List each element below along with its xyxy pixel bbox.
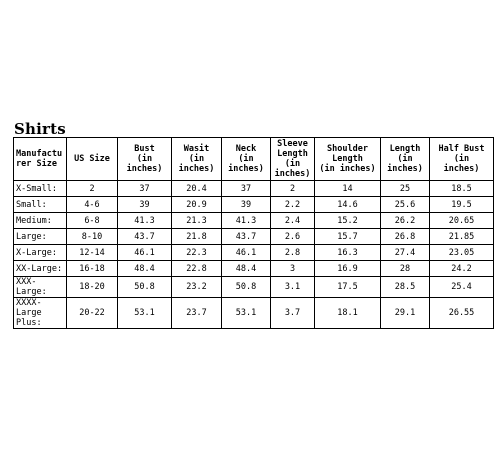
table-cell: 25 — [381, 181, 430, 197]
table-row — [14, 197, 494, 213]
table-cell: 25.6 — [381, 197, 430, 213]
table-cell: 23.2 — [172, 277, 222, 298]
table-cell: XXX-Large: — [14, 277, 67, 298]
table-row — [14, 277, 494, 298]
table-cell: 23.05 — [430, 245, 494, 261]
table-cell: 16.9 — [315, 261, 381, 277]
table-cell: X-Large: — [14, 245, 67, 261]
table-row — [14, 181, 494, 197]
table-cell: 50.8 — [222, 277, 271, 298]
table-cell: 53.1 — [118, 298, 172, 329]
table-row — [14, 245, 494, 261]
table-cell: 2.8 — [271, 245, 315, 261]
table-cell: 8-10 — [67, 229, 118, 245]
table-cell: 15.2 — [315, 213, 381, 229]
table-cell: XXXX-Large Plus: — [14, 298, 67, 329]
header-us-size: US Size — [67, 138, 118, 181]
table-cell: 21.3 — [172, 213, 222, 229]
table-cell: 29.1 — [381, 298, 430, 329]
table-cell: Medium: — [14, 213, 67, 229]
table-cell: 3.1 — [271, 277, 315, 298]
table-cell: 2 — [67, 181, 118, 197]
table-cell: 19.5 — [430, 197, 494, 213]
table-cell: 20.4 — [172, 181, 222, 197]
table-cell: 2.2 — [271, 197, 315, 213]
table-cell: 3.7 — [271, 298, 315, 329]
table-cell: 22.3 — [172, 245, 222, 261]
table-cell: 18-20 — [67, 277, 118, 298]
table-cell: 18.5 — [430, 181, 494, 197]
table-cell: 14.6 — [315, 197, 381, 213]
table-cell: XX-Large: — [14, 261, 67, 277]
table-cell: 26.2 — [381, 213, 430, 229]
table-cell: 53.1 — [222, 298, 271, 329]
table-cell: 20.9 — [172, 197, 222, 213]
table-cell: 18.1 — [315, 298, 381, 329]
table-cell: 20.65 — [430, 213, 494, 229]
table-cell: 6-8 — [67, 213, 118, 229]
table-cell: 37 — [222, 181, 271, 197]
table-cell: 28.5 — [381, 277, 430, 298]
header-bust: Bust (in inches) — [118, 138, 172, 181]
table-cell: 22.8 — [172, 261, 222, 277]
table-cell: 41.3 — [118, 213, 172, 229]
table-cell: 50.8 — [118, 277, 172, 298]
table-cell: 26.55 — [430, 298, 494, 329]
header-waist: Wasit (in inches) — [172, 138, 222, 181]
header-length: Length (in inches) — [381, 138, 430, 181]
table-cell: 41.3 — [222, 213, 271, 229]
table-row — [14, 229, 494, 245]
table-cell: 26.8 — [381, 229, 430, 245]
table-cell: 27.4 — [381, 245, 430, 261]
table-cell: 15.7 — [315, 229, 381, 245]
table-cell: 16-18 — [67, 261, 118, 277]
table-cell: 25.4 — [430, 277, 494, 298]
header-manufacturer-size: Manufactu rer Size — [14, 138, 67, 181]
table-cell: 3 — [271, 261, 315, 277]
size-chart-table — [13, 137, 494, 329]
table-cell: Large: — [14, 229, 67, 245]
table-cell: 20-22 — [67, 298, 118, 329]
table-cell: 16.3 — [315, 245, 381, 261]
table-cell: 4-6 — [67, 197, 118, 213]
table-cell: 21.85 — [430, 229, 494, 245]
header-neck: Neck (in inches) — [222, 138, 271, 181]
table-title: Shirts — [14, 120, 66, 138]
table-cell: 37 — [118, 181, 172, 197]
header-half-bust: Half Bust (in inches) — [430, 138, 494, 181]
table-cell: 2.6 — [271, 229, 315, 245]
table-cell: Small: — [14, 197, 67, 213]
table-cell: 24.2 — [430, 261, 494, 277]
table-row — [14, 213, 494, 229]
header-shoulder-length: Shoulder Length (in inches) — [315, 138, 381, 181]
table-row — [14, 261, 494, 277]
table-cell: 39 — [118, 197, 172, 213]
table-cell: 17.5 — [315, 277, 381, 298]
table-cell: 48.4 — [222, 261, 271, 277]
table-cell: 43.7 — [222, 229, 271, 245]
table-cell: 2.4 — [271, 213, 315, 229]
table-cell: 46.1 — [118, 245, 172, 261]
table-cell: X-Small: — [14, 181, 67, 197]
header-row — [14, 138, 494, 181]
table-cell: 48.4 — [118, 261, 172, 277]
table-cell: 2 — [271, 181, 315, 197]
table-cell: 23.7 — [172, 298, 222, 329]
header-sleeve-length: Sleeve Length (in inches) — [271, 138, 315, 181]
table-cell: 21.8 — [172, 229, 222, 245]
table-row — [14, 298, 494, 329]
table-cell: 43.7 — [118, 229, 172, 245]
table-cell: 39 — [222, 197, 271, 213]
table-cell: 46.1 — [222, 245, 271, 261]
table-cell: 12-14 — [67, 245, 118, 261]
table-cell: 28 — [381, 261, 430, 277]
table-cell: 14 — [315, 181, 381, 197]
